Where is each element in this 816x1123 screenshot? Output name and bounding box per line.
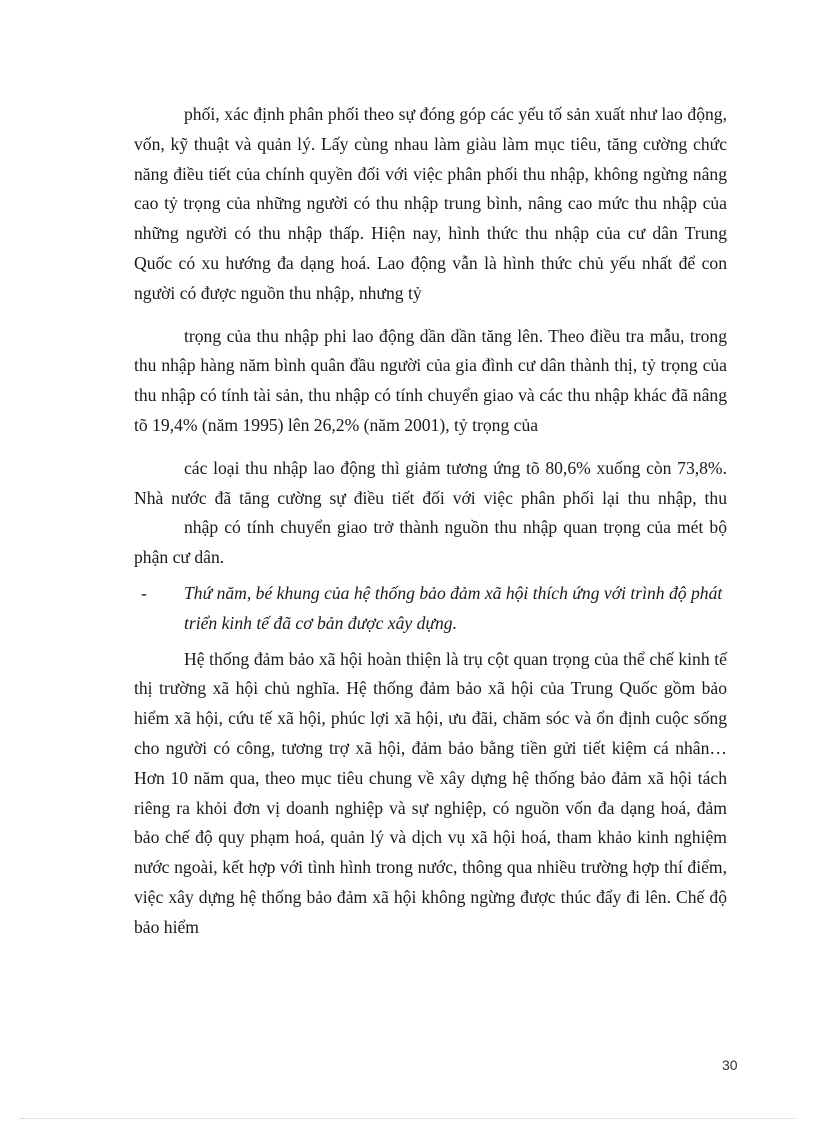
bullet-text: Thứ năm, bé khung của hệ thống bảo đảm xã hội thích ứng với trình độ phát triển kinh tế đã cơ bản được xây dựng.	[184, 582, 723, 633]
page-number: 30	[722, 1057, 738, 1073]
bullet-item-fifth	[134, 579, 727, 639]
paragraph-labor-income-text: các loại thu nhập lao động thì giảm tương ứng tõ 80,6% xuống còn 73,8%. Nhà nước đã tăng cường sự điều tiết đối với việc phân phối lại thu nhập,	[134, 457, 727, 508]
paragraph-labor-income	[134, 454, 727, 514]
paragraph-distribution: phối, xác định phân phối theo sự đóng góp các yếu tố sản xuất như lao động, vốn, kỹ thuật và quản lý. Lấy cùng nhau làm giàu làm mục tiêu, tăng cường chức năng điều tiết của chính quyền đối với việc phân phối thu nhập, không ngừng nâng cao tỷ trọng của những người có thu nhập trung bình, nâng cao mức thu nhập của những người có thu nhập thấp. Hiện nay, hình thức thu nhập của cư dân Trung Quốc có xu hướng đa dạng hoá. Lao động vẫn là hình thức chủ yếu nhất để con người có được nguồn thu nhập, nhưng tỷ	[134, 104, 727, 303]
bullet-mark: -	[141, 582, 147, 603]
paragraph-income-share: trọng của thu nhập phi lao động dần dần tăng lên. Theo điều tra mẫu, trong thu nhập hàng năm bình quân đầu người của gia đình cư dân thành thị, tỷ trọng của thu nhập có tính tài sản, thu nhập có tính chuyển giao và các thu nhập khác đã nâng tõ 19,4% (năm 1995) lên 26,2% (năm 2001), tỷ trọng của	[134, 325, 727, 435]
body-text	[134, 100, 727, 943]
paragraph-transfer-income: nhập có tính chuyển giao trở thành nguồn thu nhập quan trọng của mét bộ phận cư dân.	[134, 517, 727, 568]
footer-divider	[20, 1118, 796, 1119]
paragraph-labor-income-trailing: thu	[704, 487, 728, 508]
paragraph-social-security: Hệ thống đảm bảo xã hội hoàn thiện là trụ cột quan trọng của thể chế kinh tế thị trường xã hội chủ nghĩa. Hệ thống đảm bảo xã hội của Trung Quốc gồm bảo hiểm xã hội, cứu tế xã hội, phúc lợi xã hội, ưu đãi, chăm sóc và ổn định cuộc sống cho người có công, tương trợ xã hội, đảm bảo bằng tiền gửi tiết kiệm cá nhân… Hơn 10 năm qua, theo mục tiêu chung về xây dựng hệ thống bảo đảm xã hội tách riêng ra khỏi đơn vị doanh nghiệp và sự nghiệp, có nguồn vốn đa dạng hoá, đảm bảo chế độ quy phạm hoá, quản lý và dịch vụ xã hội hoá, tham khảo kinh nghiệm nước ngoài, kết hợp với tình hình trong nước, thông qua nhiều trường hợp thí điểm, việc xây dựng hệ thống bảo đảm xã hội không ngừng được thúc đẩy đi lên. Chế độ bảo hiểm	[134, 648, 727, 937]
